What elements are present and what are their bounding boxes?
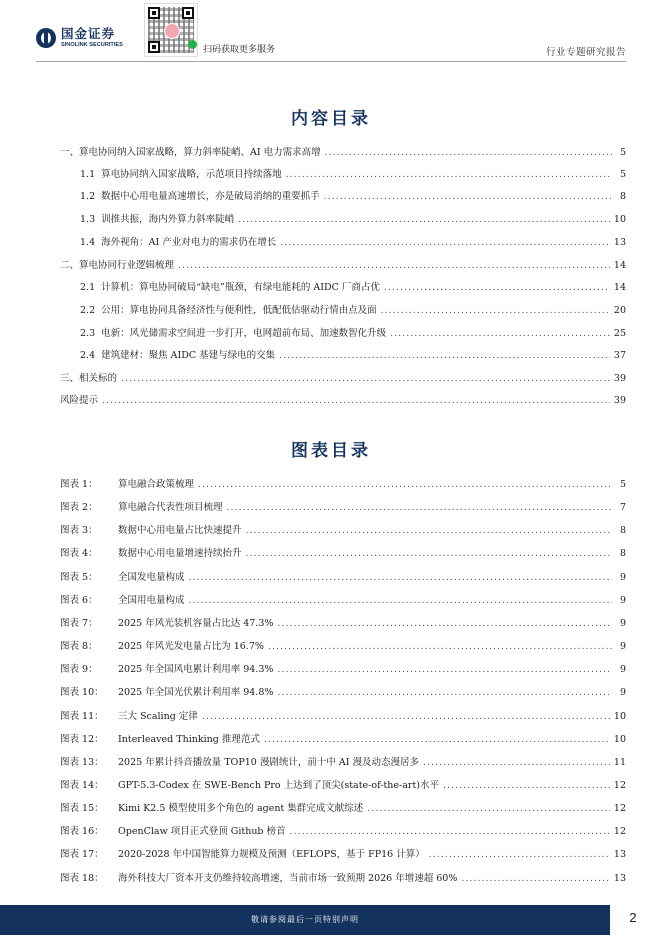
contents-entry-page: 39 xyxy=(613,373,626,384)
contents-entry-text: 建筑建材：聚焦 AIDC 基建与绿电的交集 xyxy=(101,350,276,361)
contents-entry-text: 算电协同纳入国家战略，算力斜率陡峭、AI 电力需求高增 xyxy=(79,147,321,158)
contents-entry-page: 25 xyxy=(613,328,626,339)
company-logo xyxy=(36,28,123,48)
logo-icon xyxy=(36,28,56,48)
contents-entry-page: 37 xyxy=(613,350,626,361)
figure-entry-label: 图表 12： xyxy=(60,734,104,745)
leader-dots xyxy=(384,281,610,294)
figure-entry[interactable] xyxy=(60,663,626,676)
figure-entry-page: 12 xyxy=(613,826,626,837)
figure-entry-label: 图表 13： xyxy=(60,757,104,768)
leader-dots xyxy=(102,394,610,407)
figure-entry-text: 数据中心用电量增速持续抬升 xyxy=(118,548,242,559)
figure-entry-label: 图表 1： xyxy=(60,479,98,490)
figure-entry-label: 图表 16： xyxy=(60,826,104,837)
figure-entry-text: 全国用电量构成 xyxy=(118,595,185,606)
leader-dots xyxy=(277,686,612,699)
contents-entry-number: 二、 xyxy=(60,260,80,271)
figure-entry[interactable] xyxy=(60,571,626,584)
figure-entry-label: 图表 17： xyxy=(60,849,104,860)
figures-title: 图表目录 xyxy=(291,441,371,461)
figure-entry-label: 图表 18： xyxy=(60,873,104,884)
figure-entry[interactable] xyxy=(60,478,626,491)
figure-entry-label: 图表 5： xyxy=(60,572,98,583)
contents-entry-number: 三、 xyxy=(60,373,80,384)
figure-entry-label: 图表 15： xyxy=(60,803,104,814)
figure-entry-page: 9 xyxy=(619,664,626,675)
figure-entry-label: 图表 2： xyxy=(60,502,98,513)
contents-entry-number: 2.1 xyxy=(80,282,96,293)
figure-entry-page: 7 xyxy=(619,502,626,513)
leader-dots xyxy=(367,802,610,815)
contents-entry-number: 2.2 xyxy=(80,305,96,316)
leader-dots xyxy=(286,168,612,181)
leader-dots xyxy=(198,478,612,491)
leader-dots xyxy=(121,372,610,385)
contents-entry-text: 海外视角：AI 产业对电力的需求仍在增长 xyxy=(101,237,277,248)
leader-dots xyxy=(461,872,610,885)
figure-entry-text: 算电融合代表性项目梳理 xyxy=(118,502,223,513)
contents-entry[interactable] xyxy=(80,168,626,181)
figure-entry-page: 13 xyxy=(613,873,626,884)
contents-entry-number: 2.3 xyxy=(80,328,96,339)
figure-entry[interactable] xyxy=(60,825,626,838)
leader-dots xyxy=(290,825,610,838)
contents-entry-text: 风险提示 xyxy=(60,395,99,406)
figure-entry[interactable] xyxy=(60,710,626,723)
contents-entry-text: 算电协同行业逻辑梳理 xyxy=(79,260,175,271)
logo-english-name: SINOLINK SECURITIES xyxy=(61,41,123,48)
figure-entry-text: OpenClaw 项目正式登顶 Github 榜首 xyxy=(118,826,286,837)
scan-prompt: 扫码获取更多服务 xyxy=(203,45,276,55)
figure-entry-page: 5 xyxy=(619,479,626,490)
leader-dots xyxy=(264,733,610,746)
contents-entry-text: 训推共振，海内外算力斜率陡峭 xyxy=(101,214,235,225)
contents-title: 内容目录 xyxy=(291,109,371,129)
contents-entry-page: 20 xyxy=(613,305,626,316)
contents-entry-number: 1.4 xyxy=(80,237,96,248)
figure-entry-text: 2020-2028 年中国智能算力规模及预测（EFLOPS，基于 FP16 计算） xyxy=(118,849,425,860)
figure-entry-page: 11 xyxy=(613,757,626,768)
figure-entry[interactable] xyxy=(60,594,626,607)
figure-entry-text: 2025 年风光装机容量占比达 47.3% xyxy=(118,618,274,629)
figure-entry[interactable] xyxy=(60,524,626,537)
contents-entry[interactable] xyxy=(60,394,626,407)
contents-entry-page: 14 xyxy=(613,282,626,293)
figure-entry[interactable] xyxy=(60,686,626,699)
figure-entry[interactable] xyxy=(60,756,626,769)
figure-entry[interactable] xyxy=(60,779,626,792)
leader-dots xyxy=(189,571,612,584)
contents-entry-text: 计算机：算电协同破局“缺电”瓶颈，有绿电能耗的 AIDC 厂商占优 xyxy=(101,282,380,293)
leader-dots xyxy=(268,640,612,653)
leader-dots xyxy=(238,213,610,226)
document-type: 行业专题研究报告 xyxy=(545,47,626,58)
page-number: 2 xyxy=(629,910,637,925)
leader-dots xyxy=(423,756,610,769)
contents-entry-page: 39 xyxy=(613,395,626,406)
contents-entry-page: 10 xyxy=(613,214,626,225)
figure-entry[interactable] xyxy=(60,640,626,653)
leader-dots xyxy=(277,663,612,676)
figure-entry-page: 12 xyxy=(613,780,626,791)
leader-dots xyxy=(246,524,612,537)
contents-entry-number: 2.4 xyxy=(80,350,96,361)
figure-entry-text: 全国发电量构成 xyxy=(118,572,185,583)
figure-entry-label: 图表 4： xyxy=(60,548,98,559)
figure-entry-text: 数据中心用电量占比快速提升 xyxy=(118,525,242,536)
contents-entry-text: 相关标的 xyxy=(79,373,118,384)
figure-entry-text: 2025 年风光发电量占比为 16.7% xyxy=(118,641,264,652)
contents-entry-page: 14 xyxy=(613,260,626,271)
figure-entry-page: 9 xyxy=(619,618,626,629)
contents-entry[interactable] xyxy=(80,236,626,249)
figure-entry-page: 9 xyxy=(619,572,626,583)
contents-entry[interactable] xyxy=(80,213,626,226)
contents-entry-page: 5 xyxy=(619,169,626,180)
figure-entry-label: 图表 7： xyxy=(60,618,98,629)
figure-entry-page: 10 xyxy=(613,711,626,722)
leader-dots xyxy=(279,349,610,362)
contents-entry[interactable] xyxy=(80,327,626,340)
leader-dots xyxy=(429,848,610,861)
leader-dots xyxy=(324,190,612,203)
leader-dots xyxy=(390,327,610,340)
figure-entry[interactable] xyxy=(60,733,626,746)
figure-entry[interactable] xyxy=(60,872,626,885)
contents-entry[interactable] xyxy=(60,146,626,159)
contents-entry-text: 电新：风光储需求空间进一步打开，电网超前布局、加速数智化升级 xyxy=(101,328,387,339)
leader-dots xyxy=(443,779,610,792)
leader-dots xyxy=(280,236,610,249)
wechat-icon xyxy=(188,40,197,49)
page-header xyxy=(0,0,662,64)
contents-entry-page: 8 xyxy=(619,191,626,202)
contents-entry[interactable] xyxy=(60,372,626,385)
leader-dots xyxy=(227,501,612,514)
figure-entry[interactable] xyxy=(60,617,626,630)
figure-entry-text: Interleaved Thinking 推理范式 xyxy=(118,734,260,745)
figure-entry-page: 13 xyxy=(613,849,626,860)
figure-entry-text: Kimi K2.5 模型使用多个角色的 agent 集群完成文献综述 xyxy=(118,803,364,814)
figure-entry-text: 2025 年全国风电累计利用率 94.3% xyxy=(118,664,274,675)
figure-entry-page: 9 xyxy=(619,595,626,606)
figure-entry-page: 8 xyxy=(619,548,626,559)
footer-disclaimer[interactable]: 敬请参阅最后一页特别声明 xyxy=(251,915,359,924)
figure-entry-label: 图表 10： xyxy=(60,687,104,698)
leader-dots xyxy=(325,146,612,159)
contents-entry-text: 公用：算电协同具备经济性与便利性，低配低估驱动行情由点及面 xyxy=(101,305,377,316)
leader-dots xyxy=(246,547,612,560)
figure-entry-page: 12 xyxy=(613,803,626,814)
figure-entry-label: 图表 3： xyxy=(60,525,98,536)
contents-entry[interactable] xyxy=(80,304,626,317)
leader-dots xyxy=(178,259,610,272)
figure-entry[interactable] xyxy=(60,547,626,560)
contents-entry-text: 算电协同纳入国家战略，示范项目持续落地 xyxy=(101,169,282,180)
leader-dots xyxy=(381,304,610,317)
figure-entry-text: 算电融合政策梳理 xyxy=(118,479,195,490)
figure-entry-page: 10 xyxy=(613,734,626,745)
figure-entry-page: 8 xyxy=(619,525,626,536)
contents-entry-number: 1.3 xyxy=(80,214,96,225)
qr-code-icon[interactable] xyxy=(144,3,198,57)
contents-entry-number: 1.2 xyxy=(80,191,96,202)
figure-entry-page: 9 xyxy=(619,687,626,698)
logo-chinese-name: 国金证券 xyxy=(61,26,116,41)
contents-entry[interactable] xyxy=(80,281,626,294)
figure-entry-label: 图表 9： xyxy=(60,664,98,675)
figure-entry-label: 图表 6： xyxy=(60,595,98,606)
contents-entry-number: 1.1 xyxy=(80,169,96,180)
figure-entry-text: GPT-5.3-Codex 在 SWE-Bench Pro 上达到了顶尖(state-of-the-art)水平 xyxy=(118,780,439,791)
contents-entry-page: 13 xyxy=(613,237,626,248)
figure-entry-text: 三大 Scaling 定律 xyxy=(118,711,198,722)
figure-entry-text: 海外科技大厂资本开支仍维持较高增速，当前市场一致预期 2026 年增速超 60% xyxy=(118,873,458,884)
figure-entry-label: 图表 8： xyxy=(60,641,98,652)
contents-entry-text: 数据中心用电量高速增长，亦是破局消纳的重要抓手 xyxy=(101,191,320,202)
figure-entry-label: 图表 11： xyxy=(60,711,104,722)
figure-entry[interactable] xyxy=(60,802,626,815)
figure-entry[interactable] xyxy=(60,848,626,861)
header-divider xyxy=(36,61,626,62)
figure-entry-page: 9 xyxy=(619,641,626,652)
contents-entry-number: 一、 xyxy=(60,147,80,158)
leader-dots xyxy=(189,594,612,607)
figure-entry-label: 图表 14： xyxy=(60,780,104,791)
leader-dots xyxy=(202,710,610,723)
figure-entry-text: 2025 年累计抖音播放量 TOP10 漫剧统计，前十中 AI 漫及动态漫居多 xyxy=(118,757,419,768)
figure-entry[interactable] xyxy=(60,501,626,514)
contents-entry-page: 5 xyxy=(619,147,626,158)
contents-entry[interactable] xyxy=(80,190,626,203)
contents-entry[interactable] xyxy=(60,259,626,272)
figure-entry-text: 2025 年全国光伏累计利用率 94.8% xyxy=(118,687,274,698)
leader-dots xyxy=(277,617,612,630)
contents-entry[interactable] xyxy=(80,349,626,362)
